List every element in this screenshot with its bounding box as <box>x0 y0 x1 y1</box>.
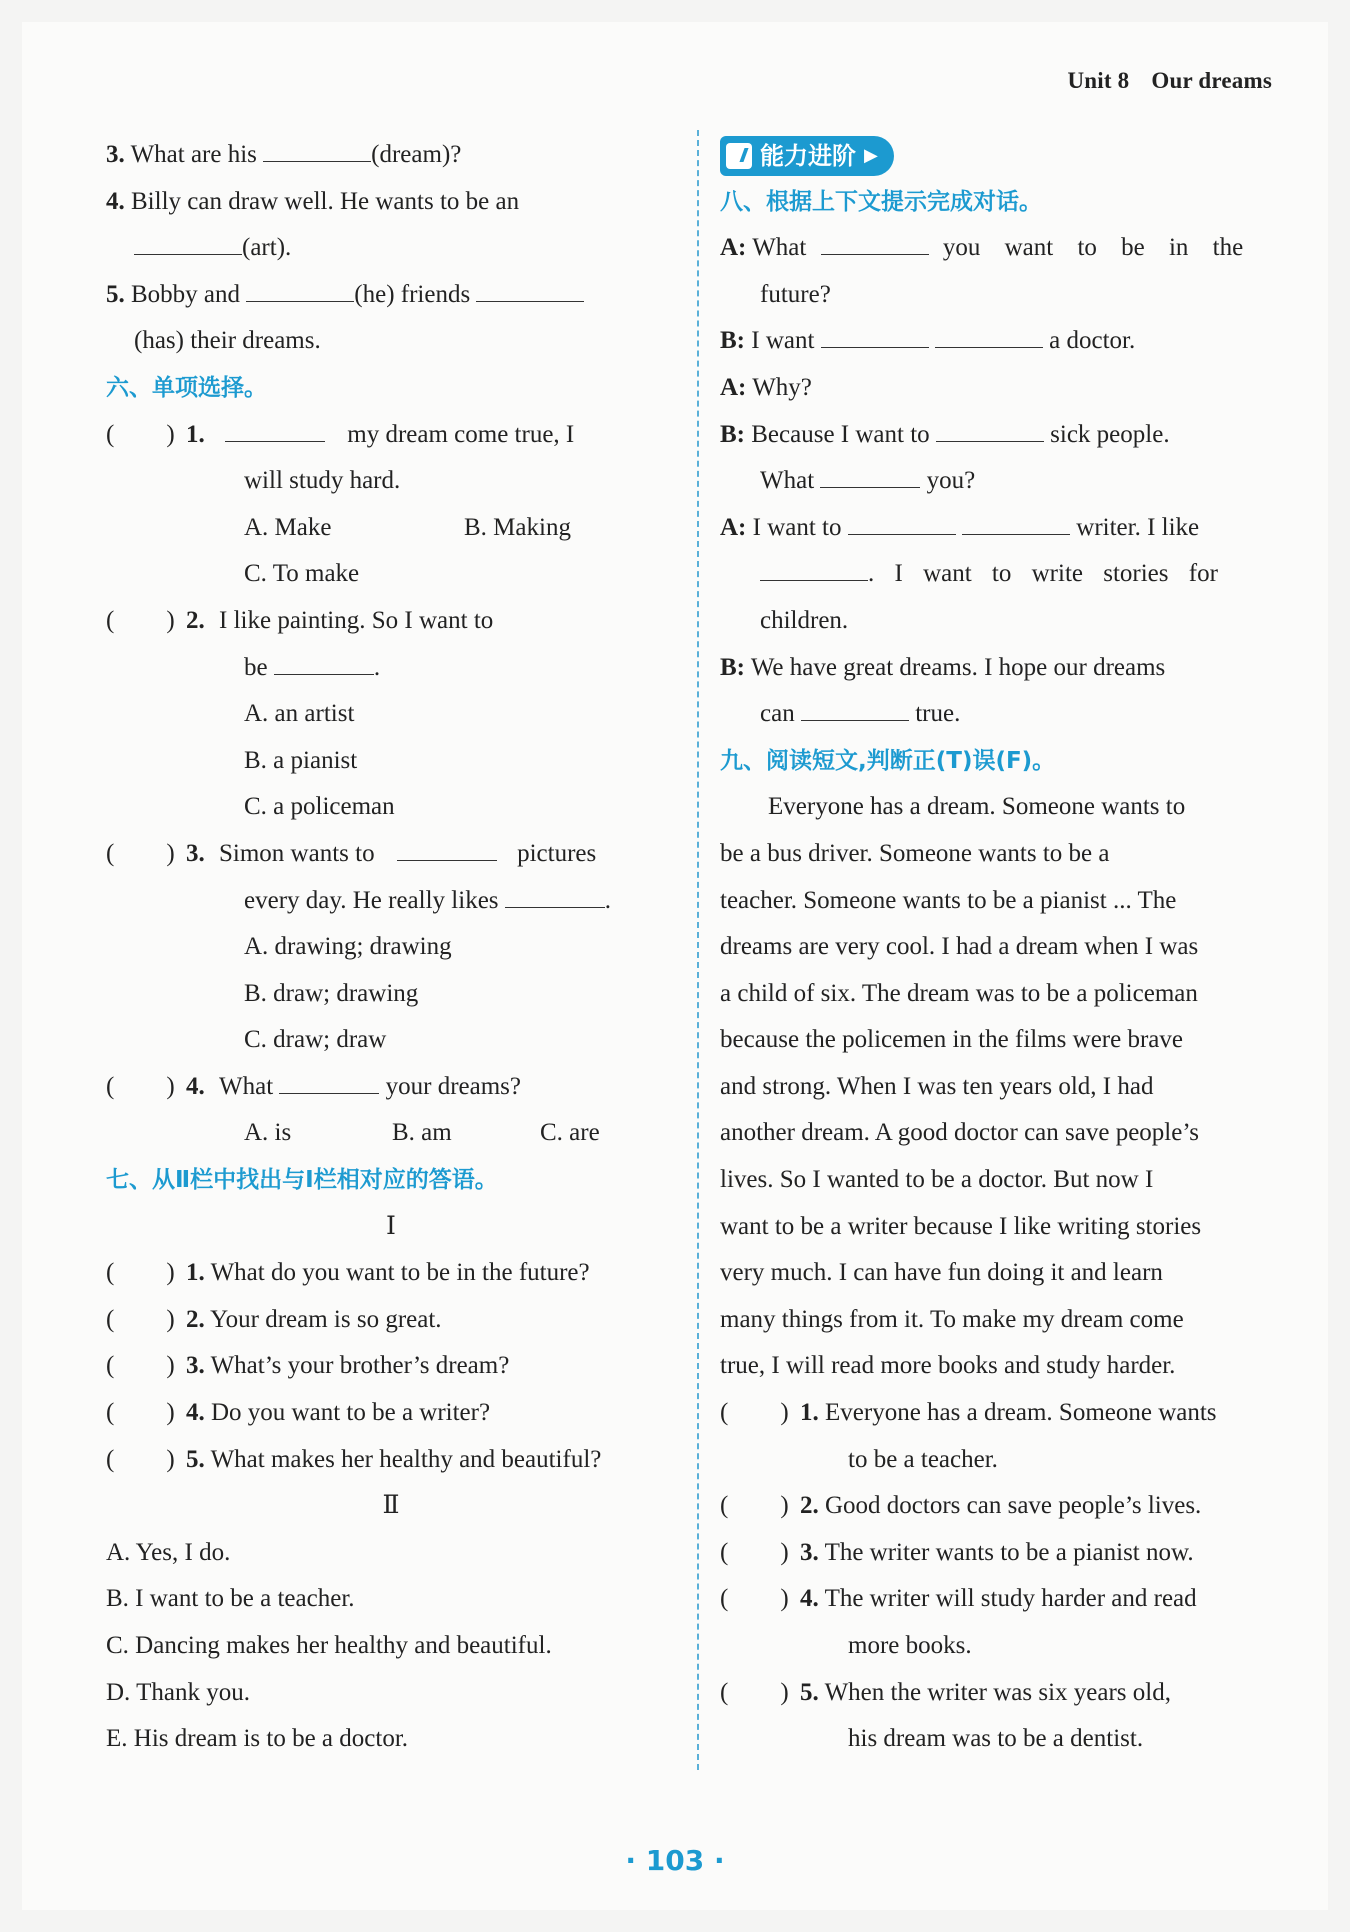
dialog-text: We have great dreams. I hope our dreams <box>750 653 1166 681</box>
answer-paren[interactable]: ( ) <box>720 1678 789 1706</box>
unit-label: Unit 8 <box>1067 68 1130 93</box>
match-q1 <box>106 1250 676 1297</box>
answer-blank[interactable] <box>274 652 374 675</box>
dialog-text: you? <box>926 467 976 495</box>
tf-q4 <box>720 1576 1300 1623</box>
question-text: When the writer was six years old, <box>824 1678 1171 1706</box>
answer-blank[interactable] <box>246 279 354 302</box>
section-6-title: 六、单项选择。 <box>106 374 267 401</box>
section-8-title: 八、根据上下文提示完成对话。 <box>720 188 1042 215</box>
dialog-line-1 <box>720 225 1300 272</box>
answer-c: C. Dancing makes her healthy and beautiful. <box>106 1632 552 1659</box>
fill-q5-line2 <box>106 318 676 365</box>
question-text: every day. He really likes <box>244 886 499 914</box>
answer-paren[interactable]: ( ) <box>720 1399 789 1427</box>
question-number: 3. <box>186 839 205 867</box>
fill-q4-line2 <box>106 225 676 272</box>
dialog-line-5c: children. <box>760 606 849 634</box>
section-9-title: 九、阅读短文,判断正(T)误(F)。 <box>720 747 1056 774</box>
question-text: my dream come true, I <box>347 420 575 448</box>
passage-line: Everyone has a dream. Someone wants to <box>768 793 1186 821</box>
question-number: 2. <box>186 1305 205 1333</box>
question-number: 3. <box>800 1538 819 1566</box>
match-q2 <box>106 1297 676 1344</box>
question-text: What makes her healthy and beautiful? <box>210 1445 602 1473</box>
dialog-line-6 <box>720 645 1300 692</box>
passage-line: many things from it. To make my dream come <box>720 1305 1184 1333</box>
mc-q3-option-c[interactable]: C. draw; draw <box>244 1026 387 1054</box>
dialog-text: Why? <box>752 373 812 401</box>
mc-q2 <box>106 598 676 645</box>
page-header <box>1067 68 1272 94</box>
dialog-line-4 <box>720 412 1300 459</box>
mc-q1 <box>106 412 676 459</box>
dialog-text: What <box>760 467 815 495</box>
tf-q5 <box>720 1670 1300 1717</box>
dialog-text: writer. I like <box>1076 513 1200 541</box>
dialog-text: a doctor. <box>1049 327 1136 355</box>
answer-blank[interactable] <box>760 558 868 581</box>
passage-line: dreams are very cool. I had a dream when I was <box>720 933 1199 961</box>
answer-paren[interactable]: ( ) <box>106 420 175 448</box>
dialog-line-3 <box>720 365 1300 412</box>
dialog-text: true. <box>915 700 961 728</box>
dialog-text: I want to <box>752 513 842 541</box>
answer-blank[interactable] <box>279 1071 379 1094</box>
speaker-label: B: <box>720 420 745 448</box>
question-text: The writer wants to be a pianist now. <box>824 1538 1194 1566</box>
option-a[interactable]: A. is <box>244 1119 292 1147</box>
banner-label: 能力进阶 <box>760 141 856 170</box>
question-number: 1. <box>186 1259 205 1287</box>
question-text: Do you want to be a writer? <box>211 1399 491 1427</box>
left-column <box>106 132 676 1763</box>
answer-blank[interactable] <box>476 279 584 302</box>
option-b[interactable]: B. am <box>392 1119 452 1147</box>
answer-paren[interactable]: ( ) <box>720 1538 789 1566</box>
speaker-label: B: <box>720 327 745 355</box>
question-text: Simon wants to <box>219 839 375 867</box>
question-hint: (he) friends <box>354 280 471 308</box>
passage-line: a child of six. The dream was to be a policeman <box>720 979 1198 1007</box>
answer-a: A. Yes, I do. <box>106 1538 231 1566</box>
dialog-text: can <box>760 700 795 728</box>
answer-paren[interactable]: ( ) <box>106 1259 175 1287</box>
question-hint: (has) their dreams. <box>134 327 321 355</box>
fill-q4 <box>106 179 676 226</box>
tf-q5-line2: his dream was to be a dentist. <box>848 1725 1144 1753</box>
question-text: The writer will study harder and read <box>824 1585 1197 1613</box>
passage-line: because the policemen in the films were brave <box>720 1026 1184 1054</box>
speaker-label: B: <box>720 653 745 681</box>
answer-paren[interactable]: ( ) <box>106 839 175 867</box>
answer-paren[interactable]: ( ) <box>106 1352 175 1380</box>
answer-blank[interactable] <box>821 232 929 255</box>
column-2-heading: Ⅱ <box>382 1492 400 1520</box>
answer-blank[interactable] <box>263 139 371 162</box>
option-c[interactable]: C. are <box>540 1119 600 1147</box>
mc-q2-option-a[interactable]: A. an artist <box>244 700 355 728</box>
question-number: 2. <box>800 1492 819 1520</box>
question-number: 3. <box>186 1352 205 1380</box>
answer-d: D. Thank you. <box>106 1678 250 1706</box>
unit-title: Our dreams <box>1151 68 1272 93</box>
question-text: I like painting. So I want to <box>219 606 494 634</box>
question-text: Billy can draw well. He wants to be an <box>131 187 520 215</box>
question-number: 1. <box>186 420 205 448</box>
speaker-label: A: <box>720 513 747 541</box>
answer-paren[interactable]: ( ) <box>720 1585 789 1613</box>
mc-q4-options <box>106 1110 676 1157</box>
mc-q2-option-b[interactable]: B. a pianist <box>244 746 358 774</box>
match-q5 <box>106 1437 676 1484</box>
passage-line: teacher. Someone wants to be a pianist ... The <box>720 886 1177 914</box>
dialog-text: sick people. <box>1050 420 1170 448</box>
dialog-text: I want <box>751 327 815 355</box>
question-number: 4. <box>106 187 125 215</box>
question-number: 3. <box>106 141 125 168</box>
passage-line: true, I will read more books and study harder. <box>720 1352 1176 1380</box>
answer-blank[interactable] <box>225 419 325 442</box>
column-1-heading: Ⅰ <box>386 1212 396 1240</box>
play-arrow-icon: ▶ <box>864 144 878 166</box>
passage-line: be a bus driver. Someone wants to be a <box>720 839 1110 867</box>
answer-paren[interactable]: ( ) <box>106 1399 175 1427</box>
tf-q2 <box>720 1483 1300 1530</box>
answer-paren[interactable]: ( ) <box>720 1492 789 1520</box>
answer-blank[interactable] <box>505 885 605 908</box>
question-text: Your dream is so great. <box>210 1305 442 1333</box>
question-text: Everyone has a dream. Someone wants <box>825 1399 1217 1427</box>
question-number: 5. <box>106 280 125 308</box>
mc-q1-line2: will study hard. <box>244 467 401 495</box>
column-divider <box>697 130 699 1770</box>
mc-q1-option-c[interactable]: C. To make <box>244 560 360 588</box>
answer-paren[interactable]: ( ) <box>106 1445 175 1473</box>
mc-q3-option-a[interactable]: A. drawing; drawing <box>244 933 452 961</box>
answer-paren[interactable]: ( ) <box>106 1072 175 1100</box>
answer-blank[interactable] <box>820 465 920 488</box>
section-banner <box>720 136 894 176</box>
passage-line: and strong. When I was ten years old, I had <box>720 1072 1154 1100</box>
dialog-line-2 <box>720 318 1300 365</box>
tf-q4-line2: more books. <box>848 1632 972 1659</box>
dialog-line-4b <box>720 458 1300 505</box>
tf-q1-line2: to be a teacher. <box>848 1445 998 1473</box>
dialog-line-5 <box>720 505 1300 552</box>
banner-row <box>720 132 1300 179</box>
answer-paren[interactable]: ( ) <box>106 1305 175 1333</box>
answer-paren[interactable]: ( ) <box>106 606 175 634</box>
answer-blank[interactable] <box>935 325 1043 348</box>
question-hint: (dream)? <box>371 141 462 168</box>
question-text: What are his <box>130 141 257 168</box>
dialog-text: you want to be in the <box>942 234 1244 262</box>
dialog-text: . I want to write stories for <box>868 560 1218 588</box>
answer-blank[interactable] <box>936 419 1044 442</box>
fill-q3 <box>106 132 676 179</box>
answer-b: B. I want to be a teacher. <box>106 1585 355 1613</box>
question-number: 5. <box>186 1445 205 1473</box>
speaker-label: A: <box>720 373 747 401</box>
answer-blank[interactable] <box>134 232 242 255</box>
option-a[interactable]: A. Make <box>244 513 332 541</box>
runner-icon <box>726 143 752 169</box>
mc-q3-line2: every day. He really likes . <box>244 886 612 914</box>
page-number: · 103 · <box>625 1844 725 1877</box>
passage-line: another dream. A good doctor can save people’s <box>720 1119 1200 1147</box>
question-text: What do you want to be in the future? <box>210 1259 590 1287</box>
question-hint: (art). <box>242 234 292 262</box>
speaker-label: A: <box>720 234 747 262</box>
mc-q2-line2: be . <box>244 653 381 681</box>
mc-q1-options-ab <box>106 505 676 552</box>
option-b[interactable]: B. Making <box>464 513 571 541</box>
question-text: What <box>219 1072 274 1100</box>
question-text: pictures <box>517 839 597 867</box>
dialog-line-6b <box>720 691 1300 738</box>
answer-e: E. His dream is to be a doctor. <box>106 1725 409 1753</box>
fill-q5 <box>106 272 676 319</box>
passage-line: very much. I can have fun doing it and learn <box>720 1259 1163 1287</box>
right-column <box>720 132 1300 1763</box>
answer-blank[interactable] <box>848 512 956 535</box>
dialog-text: What <box>752 234 807 262</box>
mc-q3-option-b[interactable]: B. draw; drawing <box>244 979 419 1007</box>
tf-q3 <box>720 1530 1300 1577</box>
question-text: Good doctors can save people’s lives. <box>825 1492 1202 1520</box>
tf-q1 <box>720 1390 1300 1437</box>
question-number: 5. <box>800 1678 819 1706</box>
passage-line: want to be a writer because I like writing stories <box>720 1212 1202 1240</box>
question-number: 4. <box>800 1585 819 1613</box>
dialog-text: Because I want to <box>751 420 930 448</box>
question-text: What’s your brother’s dream? <box>210 1352 510 1380</box>
match-q4 <box>106 1390 676 1437</box>
question-number: 2. <box>186 606 205 634</box>
question-text: your dreams? <box>385 1072 522 1100</box>
answer-blank[interactable] <box>801 698 909 721</box>
dialog-line-1b: future? <box>760 280 831 308</box>
dialog-line-5b <box>720 551 1300 598</box>
question-text: Bobby and <box>131 280 241 308</box>
section-7-title: 七、从Ⅱ栏中找出与Ⅰ栏相对应的答语。 <box>106 1167 498 1194</box>
question-number: 4. <box>186 1399 205 1427</box>
answer-blank[interactable] <box>962 512 1070 535</box>
question-number: 1. <box>800 1399 819 1427</box>
passage-line: lives. So I wanted to be a doctor. But now I <box>720 1166 1154 1194</box>
question-text: be <box>244 653 268 681</box>
mc-q2-option-c[interactable]: C. a policeman <box>244 793 395 821</box>
mc-q3 <box>106 831 676 878</box>
answer-blank[interactable] <box>821 325 929 348</box>
answer-blank[interactable] <box>397 838 497 861</box>
question-number: 4. <box>186 1072 205 1100</box>
match-q3 <box>106 1343 676 1390</box>
mc-q4 <box>106 1064 676 1111</box>
